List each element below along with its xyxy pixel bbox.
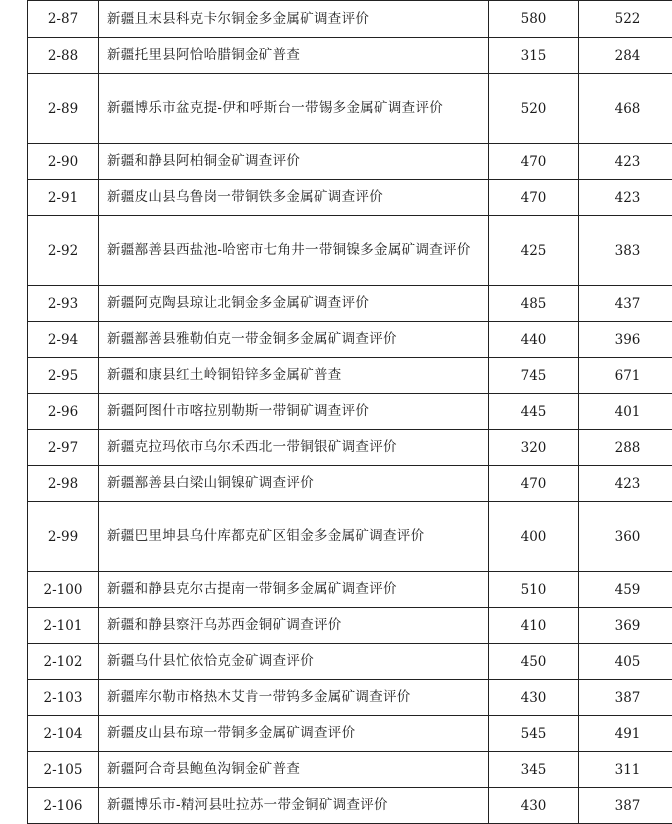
value-1-cell: 450 <box>489 644 579 680</box>
value-2-cell: 459 <box>579 572 672 608</box>
value-2-cell: 383 <box>579 216 672 286</box>
project-name-cell: 新疆和静县克尔古提南一带铜多金属矿调查评价 <box>99 572 489 608</box>
value-2-cell: 311 <box>579 752 672 788</box>
project-name-cell: 新疆皮山县布琼一带铜多金属矿调查评价 <box>99 716 489 752</box>
project-name-cell: 新疆鄯善县白梁山铜镍矿调查评价 <box>99 466 489 502</box>
project-name-cell: 新疆阿合奇县鲍鱼沟铜金矿普查 <box>99 752 489 788</box>
project-id-cell: 2-95 <box>28 358 99 394</box>
value-2-cell: 423 <box>579 144 672 180</box>
table-row <box>28 644 672 680</box>
project-id-cell: 2-96 <box>28 394 99 430</box>
project-name-cell: 新疆和静县察汗乌苏西金铜矿调查评价 <box>99 608 489 644</box>
value-1-cell: 430 <box>489 680 579 716</box>
value-1-cell: 430 <box>489 788 579 824</box>
value-1-cell: 520 <box>489 74 579 144</box>
value-1-cell: 400 <box>489 502 579 572</box>
project-id-cell: 2-106 <box>28 788 99 824</box>
table-row <box>28 716 672 752</box>
value-1-cell: 410 <box>489 608 579 644</box>
project-id-cell: 2-99 <box>28 502 99 572</box>
value-2-cell: 288 <box>579 430 672 466</box>
project-id-cell: 2-92 <box>28 216 99 286</box>
table-row <box>28 466 672 502</box>
value-2-cell: 387 <box>579 680 672 716</box>
project-id-cell: 2-94 <box>28 322 99 358</box>
project-id-cell: 2-104 <box>28 716 99 752</box>
value-2-cell: 360 <box>579 502 672 572</box>
value-2-cell: 522 <box>579 1 672 38</box>
value-1-cell: 470 <box>489 180 579 216</box>
value-2-cell: 423 <box>579 466 672 502</box>
value-1-cell: 470 <box>489 466 579 502</box>
project-name-cell: 新疆和静县阿柏铜金矿调查评价 <box>99 144 489 180</box>
project-id-cell: 2-97 <box>28 430 99 466</box>
table-row <box>28 430 672 466</box>
project-id-cell: 2-98 <box>28 466 99 502</box>
project-id-cell: 2-88 <box>28 38 99 74</box>
project-id-cell: 2-93 <box>28 286 99 322</box>
project-id-cell: 2-102 <box>28 644 99 680</box>
table-row <box>28 180 672 216</box>
value-2-cell: 396 <box>579 322 672 358</box>
project-name-cell: 新疆库尔勒市格热木艾肯一带钨多金属矿调查评价 <box>99 680 489 716</box>
value-1-cell: 470 <box>489 144 579 180</box>
project-id-cell: 2-105 <box>28 752 99 788</box>
project-name-cell: 新疆巴里坤县乌什库都克矿区钼金多金属矿调查评价 <box>99 502 489 572</box>
project-name-cell: 新疆鄯善县西盐池-哈密市七角井一带铜镍多金属矿调查评价 <box>99 216 489 286</box>
value-1-cell: 745 <box>489 358 579 394</box>
project-name-cell: 新疆博乐市盆克提-伊和呼斯台一带锡多金属矿调查评价 <box>99 74 489 144</box>
value-1-cell: 315 <box>489 38 579 74</box>
project-name-cell: 新疆博乐市-精河县吐拉苏一带金铜矿调查评价 <box>99 788 489 824</box>
project-name-cell: 新疆皮山县乌鲁岗一带铜铁多金属矿调查评价 <box>99 180 489 216</box>
project-name-cell: 新疆克拉玛依市乌尔禾西北一带铜银矿调查评价 <box>99 430 489 466</box>
project-table <box>27 0 672 824</box>
project-name-cell: 新疆乌什县忙依恰克金矿调查评价 <box>99 644 489 680</box>
table-body <box>28 1 672 824</box>
value-2-cell: 284 <box>579 38 672 74</box>
table-row <box>28 788 672 824</box>
project-id-cell: 2-103 <box>28 680 99 716</box>
value-1-cell: 425 <box>489 216 579 286</box>
table-row <box>28 752 672 788</box>
value-2-cell: 671 <box>579 358 672 394</box>
value-2-cell: 405 <box>579 644 672 680</box>
project-id-cell: 2-100 <box>28 572 99 608</box>
table-row <box>28 358 672 394</box>
project-name-cell: 新疆阿图什市喀拉别勒斯一带铜矿调查评价 <box>99 394 489 430</box>
table-row <box>28 38 672 74</box>
project-name-cell: 新疆和康县红土岭铜铅锌多金属矿普查 <box>99 358 489 394</box>
table-row <box>28 680 672 716</box>
value-2-cell: 369 <box>579 608 672 644</box>
project-id-cell: 2-91 <box>28 180 99 216</box>
table-row <box>28 216 672 286</box>
project-id-cell: 2-89 <box>28 74 99 144</box>
project-id-cell: 2-101 <box>28 608 99 644</box>
table-row <box>28 502 672 572</box>
value-2-cell: 387 <box>579 788 672 824</box>
table-row <box>28 74 672 144</box>
table-row <box>28 286 672 322</box>
value-2-cell: 437 <box>579 286 672 322</box>
value-1-cell: 510 <box>489 572 579 608</box>
value-2-cell: 491 <box>579 716 672 752</box>
value-1-cell: 580 <box>489 1 579 38</box>
project-name-cell: 新疆鄯善县雅勒伯克一带金铜多金属矿调查评价 <box>99 322 489 358</box>
project-name-cell: 新疆且末县科克卡尔铜金多金属矿调查评价 <box>99 1 489 38</box>
value-1-cell: 320 <box>489 430 579 466</box>
value-1-cell: 445 <box>489 394 579 430</box>
project-id-cell: 2-90 <box>28 144 99 180</box>
value-1-cell: 440 <box>489 322 579 358</box>
table-row <box>28 572 672 608</box>
table-row <box>28 144 672 180</box>
value-1-cell: 545 <box>489 716 579 752</box>
project-name-cell: 新疆阿克陶县琼让北铜金多金属矿调查评价 <box>99 286 489 322</box>
value-2-cell: 401 <box>579 394 672 430</box>
table-row <box>28 394 672 430</box>
project-id-cell: 2-87 <box>28 1 99 38</box>
table-row <box>28 322 672 358</box>
value-1-cell: 485 <box>489 286 579 322</box>
project-name-cell: 新疆托里县阿恰哈腊铜金矿普查 <box>99 38 489 74</box>
value-1-cell: 345 <box>489 752 579 788</box>
value-2-cell: 468 <box>579 74 672 144</box>
value-2-cell: 423 <box>579 180 672 216</box>
table-row <box>28 608 672 644</box>
table-row <box>28 1 672 38</box>
